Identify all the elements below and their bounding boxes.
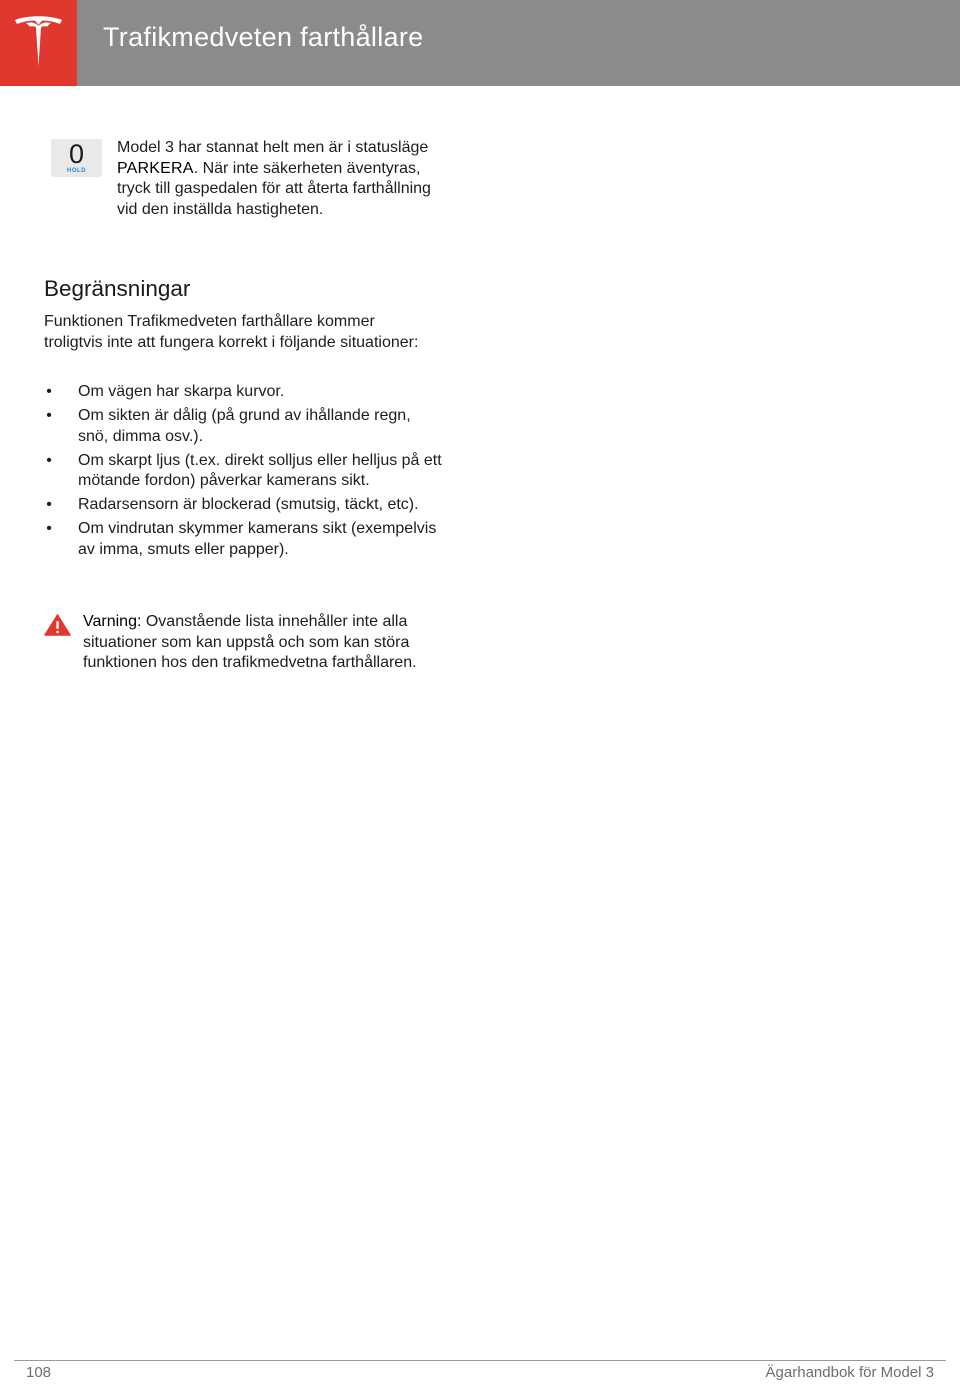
limitations-intro: Funktionen Trafikmedveten farthållare kommer troligtvis inte att fungera korrekt i följande situationer: (44, 313, 419, 351)
list-item (44, 495, 444, 516)
list-item (44, 406, 444, 447)
bullet-mark: • (46, 520, 52, 537)
limitations-list (44, 382, 444, 564)
section-heading-limitations: Begränsningar (44, 276, 191, 301)
hold-status-icon (51, 139, 102, 177)
page-header (0, 0, 960, 86)
warning-label: Varning: (83, 613, 142, 630)
list-item (44, 382, 444, 403)
hold-text-after: . När inte säkerheten äventyras, tryck till gaspedalen för att återta farthållning vid den inställda hastigheten. (117, 159, 431, 218)
hold-status-description (117, 138, 437, 220)
brand-logo (0, 0, 77, 86)
bullet-mark: • (46, 451, 52, 469)
page-title: Trafikmedveten farthållare (103, 22, 424, 52)
hold-text-before: Model 3 har stannat helt men är i statusläge (117, 139, 429, 156)
list-item-text: Radarsensorn är blockerad (smutsig, täckt, etc). (78, 496, 419, 513)
bullet-mark: • (46, 383, 52, 400)
list-item (44, 519, 444, 560)
warning-icon (44, 614, 71, 636)
hold-icon-digit: 0 (68, 139, 85, 169)
hold-text-status: PARKERA (117, 159, 194, 177)
list-item-text: Om vindrutan skymmer kamerans sikt (exempelvis av imma, smuts eller papper). (78, 520, 437, 558)
footer-divider (14, 1360, 946, 1361)
list-item-text: Om vägen har skarpa kurvor. (78, 383, 285, 400)
warning-text (83, 612, 438, 674)
page-number: 108 (26, 1364, 52, 1381)
bullet-mark: • (46, 407, 52, 424)
bullet-mark: • (46, 496, 52, 513)
tesla-logo-icon (13, 14, 64, 72)
list-item-text: Om sikten är dålig (på grund av ihållande regn, snö, dimma osv.). (78, 407, 411, 445)
list-item-text: Om skarpt ljus (t.ex. direkt solljus eller helljus på ett mötande fordon) påverkar kamerans sikt. (78, 451, 442, 489)
warning-body: Ovanstående lista innehåller inte alla situationer som kan uppstå och som kan störa funktionen hos den trafikmedvetna farthållaren. (83, 613, 417, 671)
hold-icon-label: HOLD (67, 168, 86, 174)
footer-document-title: Ägarhandbok för Model 3 (765, 1364, 934, 1381)
list-item (44, 451, 444, 492)
